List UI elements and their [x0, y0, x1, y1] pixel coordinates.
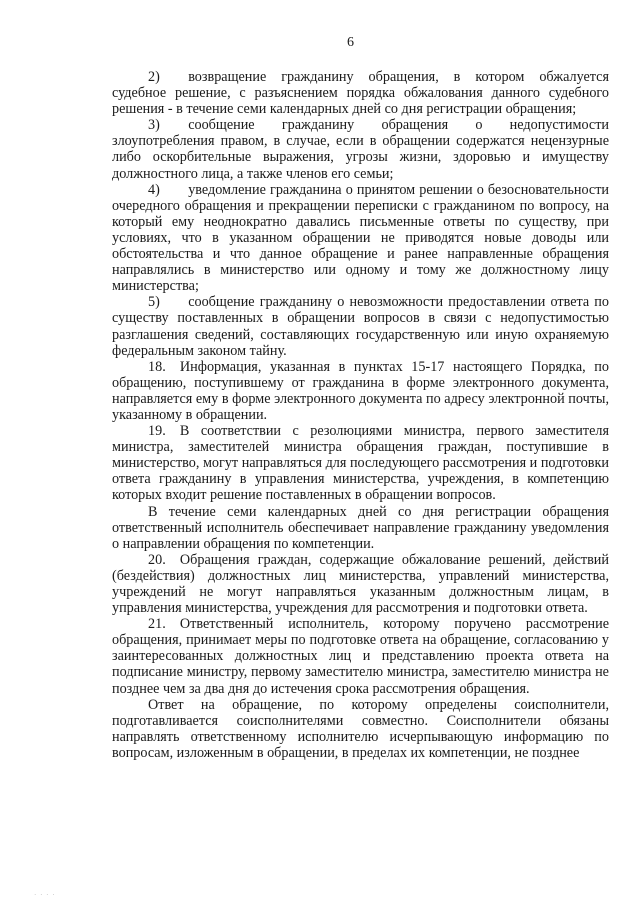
paragraph-item-4: 4) уведомление гражданина о принятом решении о безосновательности очередного обращения и прекращении переписки с гражданином по вопросу, на который ему неоднократно давались письменные ответы по существу, при условиях, что в указанном обращении не приводятся новые доводы или обстоятельства и что данное обращение и ранее направленные обращения направлялись в министерство или одному и тому же должностному лицу министерства; — [112, 181, 609, 295]
paragraph-19-notification: В течение семи календарных дней со дня регистрации обращения ответственный исполнитель обеспечивает направление гражданину уведомления о направлении обращения по компетенции. — [112, 503, 609, 552]
page-number: 6 — [347, 35, 354, 50]
paragraph-21-co-executors: Ответ на обращение, по которому определены соисполнители, подготавливается соисполнителями совместно. Соисполнители обязаны направлять ответственному исполнителю исчерпывающую информацию по вопросам, изложенным в обращении, в пределах их компетенции, не позднее — [112, 696, 609, 761]
paragraph-19: 19. В соответствии с резолюциями министра, первого заместителя министра, заместителей министра обращения граждан, поступившие в министерство, могут направляться для последующего рассмотрения и подготовки ответа гражданину в управления министерства, учреждения, в компетенцию которых входит решение поставленных в обращении вопросов. — [112, 423, 609, 504]
paragraph-18: 18. Информация, указанная в пунктах 15-17 настоящего Порядка, по обращению, поступившему от гражданина в форме электронного документа, направляется ему в форме электронного документа по адресу электронной почты, указанному в обращении. — [112, 358, 609, 423]
paragraph-20: 20. Обращения граждан, содержащие обжалование решений, действий (бездействия) должностных лиц министерства, управлений министерства, учреждений не могут направляться указанным должностным лицам, в управления министерства, учреждения для рассмотрения и подготовки ответа. — [112, 551, 609, 617]
scan-artifact: · · · · — [34, 891, 56, 899]
paragraph-item-5: 5) сообщение гражданину о невозможности предоставлении ответа по существу поставленных в обращении вопросов в связи с недопустимостью разглашения сведений, составляющих государственную или иную охраняемую федеральным законом тайну. — [112, 294, 609, 359]
paragraph-21: 21. Ответственный исполнитель, которому поручено рассмотрение обращения, принимает меры по подготовке ответа на обращение, согласованию у заинтересованных должностных лиц и представлению проекта ответа на подписание министру, первому заместителю министра, заместителю министра не позднее чем за два дня до истечения срока рассмотрения обращения. — [112, 616, 609, 697]
paragraph-item-2: 2) возвращение гражданину обращения, в котором обжалуется судебное решение, с разъяснением порядка обжалования данного судебного решения - в течение семи календарных дней со дня регистрации обращения; — [112, 69, 609, 118]
paragraph-item-3: 3) сообщение гражданину обращения о недопустимости злоупотребления правом, в случае, если в обращении содержатся нецензурные либо оскорбительные выражения, угрозы жизни, здоровью и имуществу должностного лица, а также членов его семьи; — [112, 117, 609, 182]
